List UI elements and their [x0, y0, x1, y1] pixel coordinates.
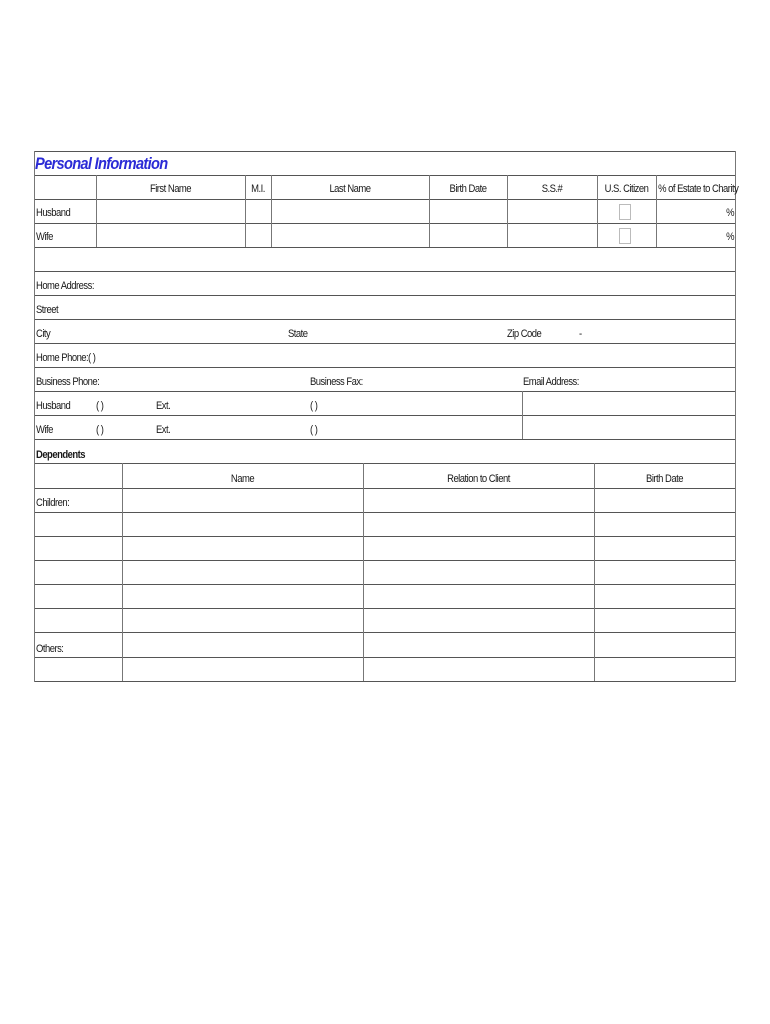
business-fax-paren-husband: ( ) — [310, 400, 318, 412]
zip-code-label: Zip Code — [507, 328, 542, 340]
header-us-citizen: U.S. Citizen — [604, 183, 649, 195]
header-estate-charity: % of Estate to Charity — [658, 183, 739, 195]
pct-husband: % — [726, 207, 734, 219]
home-phone-label: Home Phone: — [36, 352, 89, 364]
business-ext-husband: Ext. — [156, 400, 171, 412]
business-phone-paren-wife: ( ) — [96, 424, 104, 436]
business-fax-paren-wife: ( ) — [310, 424, 318, 436]
header-first-name: First Name — [149, 183, 192, 195]
business-phone-paren-husband: ( ) — [96, 400, 104, 412]
business-label-wife: Wife — [36, 424, 53, 436]
header-mi: M.I. — [251, 183, 265, 195]
email-address-label: Email Address: — [523, 376, 579, 388]
zip-separator: - — [579, 328, 582, 340]
city-label: City — [36, 328, 51, 340]
business-label-husband: Husband — [36, 400, 71, 412]
others-label: Others: — [36, 643, 64, 655]
home-address-label: Home Address: — [36, 280, 94, 292]
home-phone-paren: ( ) — [88, 352, 96, 364]
children-label: Children: — [36, 497, 70, 509]
pct-wife: % — [726, 231, 734, 243]
street-label: Street — [36, 304, 59, 316]
business-fax-label: Business Fax: — [310, 376, 363, 388]
dependents-header-relation: Relation to Client — [447, 473, 510, 485]
business-phone-label: Business Phone: — [36, 376, 100, 388]
us-citizen-checkbox-husband[interactable] — [619, 204, 631, 220]
header-ss: S.S.# — [541, 183, 563, 195]
state-label: State — [288, 328, 308, 340]
header-last-name: Last Name — [329, 183, 371, 195]
dependents-header-name: Name — [230, 473, 255, 485]
section-title: Personal Information — [35, 154, 168, 173]
row-label-husband: Husband — [36, 207, 71, 219]
us-citizen-checkbox-wife[interactable] — [619, 228, 631, 244]
personal-information-form — [34, 151, 739, 682]
business-ext-wife: Ext. — [156, 424, 171, 436]
header-birth-date: Birth Date — [449, 183, 487, 195]
dependents-header-birth-date: Birth Date — [646, 473, 683, 485]
row-label-wife: Wife — [36, 231, 53, 243]
dependents-title: Dependents — [36, 449, 85, 461]
